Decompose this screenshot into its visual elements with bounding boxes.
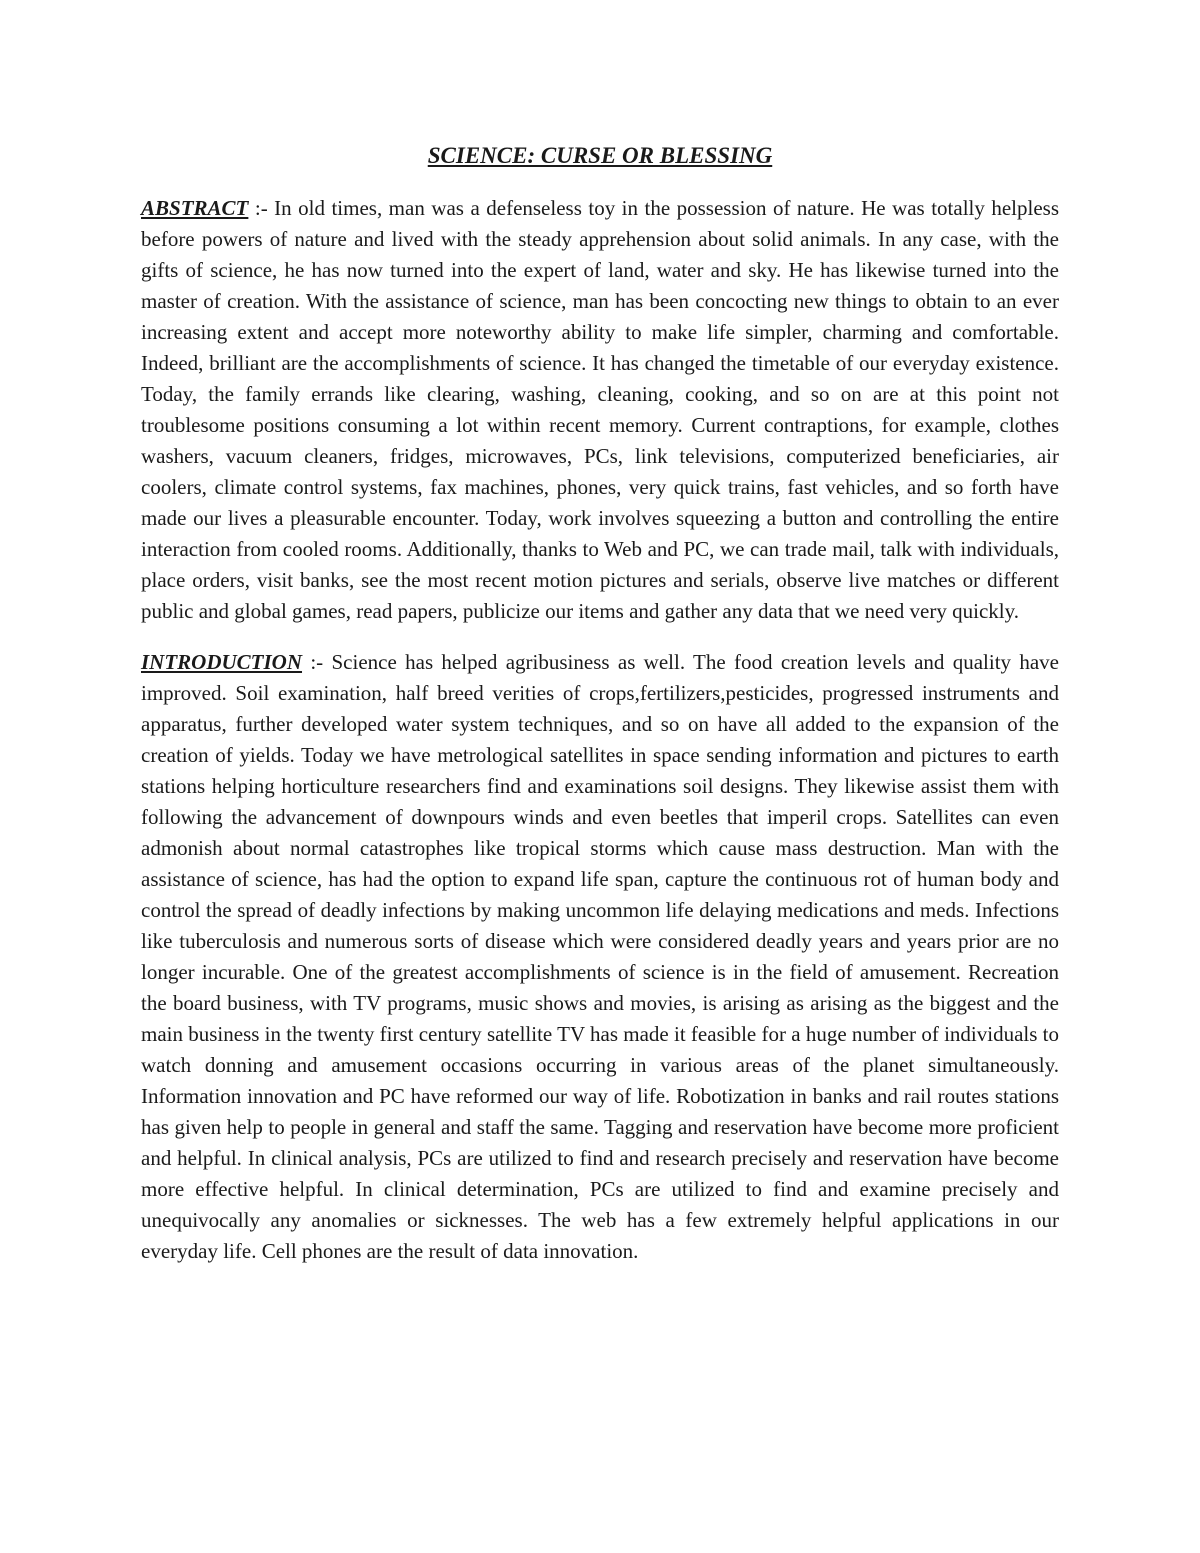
introduction-heading: INTRODUCTION <box>141 650 303 674</box>
introduction-separator: :- <box>302 650 332 674</box>
introduction-text: Science has helped agribusiness as well. The food creation levels and quality have improved. Soil examination, half breed verities of crops,fertilizers,pesticides, progressed instruments and apparatus, further developed water system techniques, and so on have all added to the expansion of the creation of yields. Today we have metrological satellites in space sending information and pictures to earth stations helping horticulture researchers find and examinations soil designs. They likewise assist them with following the advancement of downpours winds and even beetles that imperil crops. Satellites can even admonish about normal catastrophes like tropical storms which cause mass destruction. Man with the assistance of science, has had the option to expand life span, capture the continuous rot of human body and control the spread of deadly infections by making uncommon life delaying medications and meds. Infections like tuberculosis and numerous sorts of disease which were considered deadly years and years prior are no longer incurable. One of the greatest accomplishments of science is in the field of amusement. Recreation the board business, with TV programs, music shows and movies, is arising as arising as the biggest and the main business in the twenty first century satellite TV has made it feasible for a huge number of individuals to watch donning and amusement occasions occurring in various areas of the planet simultaneously. Information innovation and PC have reformed our way of life. Robotization in banks and rail routes stations has given help to people in general and staff the same. Tagging and reservation have become more proficient and helpful. In clinical analysis, PCs are utilized to find and research precisely and reservation have become more effective helpful. In clinical determination, PCs are utilized to find and examine precisely and unequivocally any anomalies or sicknesses. The web has a few extremely helpful applications in our everyday life. Cell phones are the result of data innovation. <box>141 650 1059 1263</box>
abstract-separator: :- <box>248 196 275 220</box>
introduction-paragraph <box>141 647 1059 1267</box>
document-page <box>141 140 1059 1287</box>
abstract-paragraph <box>141 193 1059 627</box>
abstract-text: In old times, man was a defenseless toy in the possession of nature. He was totally helpless before powers of nature and lived with the steady apprehension about solid animals. In any case, with the gifts of science, he has now turned into the expert of land, water and sky. He has likewise turned into the master of creation. With the assistance of science, man has been concocting new things to obtain to an ever increasing extent and accept more noteworthy ability to make life simpler, charming and comfortable. Indeed, brilliant are the accomplishments of science. It has changed the timetable of our everyday existence. Today, the family errands like clearing, washing, cleaning, cooking, and so on are at this point not troublesome positions consuming a lot within recent memory. Current contraptions, for example, clothes washers, vacuum cleaners, fridges, microwaves, PCs, link televisions, computerized beneficiaries, air coolers, climate control systems, fax machines, phones, very quick trains, fast vehicles, and so forth have made our lives a pleasurable encounter. Today, work involves squeezing a button and controlling the entire interaction from cooled rooms. Additionally, thanks to Web and PC, we can trade mail, talk with individuals, place orders, visit banks, see the most recent motion pictures and serials, observe live matches or different public and global games, read papers, publicize our items and gather any data that we need very quickly. <box>141 196 1060 623</box>
document-title: SCIENCE: CURSE OR BLESSING <box>427 143 773 168</box>
abstract-heading: ABSTRACT <box>141 196 249 220</box>
